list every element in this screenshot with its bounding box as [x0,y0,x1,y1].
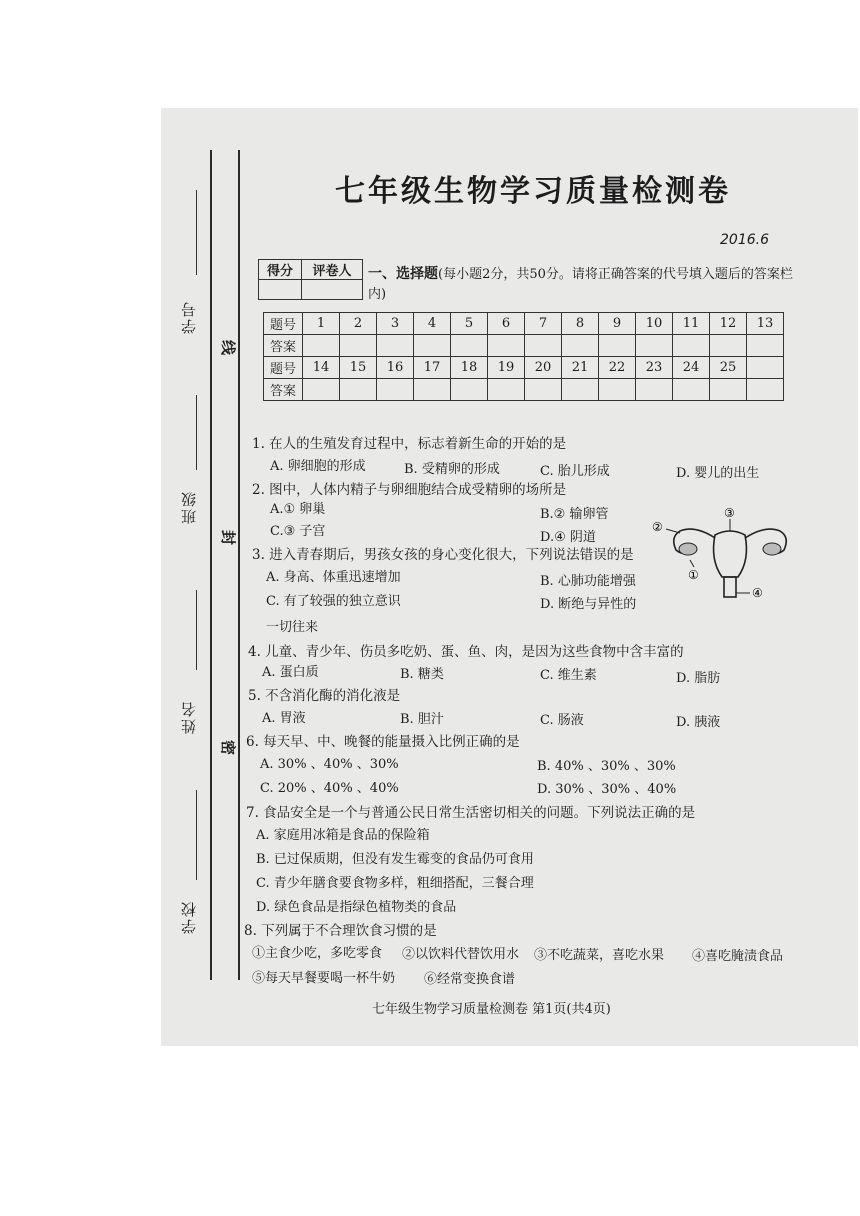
section-instruction: (每小题2分，共50分。请将正确答案的代号填入题后的答案栏内) [368,267,793,302]
exam-date: 2016.6 [720,232,769,248]
question-number-cell: 10 [636,313,673,335]
q3-option-cont: 一切往来 [266,620,319,635]
score-cell [259,280,302,300]
row-label-ans: 答案 [264,379,303,401]
row-label-ans: 答案 [264,335,303,357]
vagina [724,577,736,597]
margin-line-outer [210,150,212,980]
q7-option: B. 已过保质期，但没有发生霉变的食品仍可食用 [256,852,534,867]
class-label: 班级 [180,490,198,524]
answer-cell [562,335,599,357]
q7-stem: 7. 食品安全是一个与普通公民日常生活密切相关的问题。下列说法正确的是 [246,805,696,821]
q5-option: C. 肠液 [540,713,584,728]
answer-cell [377,379,414,401]
q1-option: B. 受精卵的形成 [404,462,500,477]
answer-cell [599,379,636,401]
row-label-num: 题号 [264,313,303,335]
student-id-blank [196,190,197,275]
score-label: 得分 [259,260,302,280]
q4-option: C. 维生素 [540,668,597,683]
question-number-cell: 4 [414,313,451,335]
section-heading [368,264,808,305]
answer-cell [303,379,340,401]
q8-option: ④喜吃腌渍食品 [692,949,784,964]
q3-option: D. 断绝与异性的 [540,597,637,612]
q8-stem: 8. 下列属于不合理饮食习惯的是 [244,923,437,939]
q2-stem: 2. 图中，人体内精子与卵细胞结合成受精卵的场所是 [252,482,567,498]
q6-option: B. 40% 、30% 、30% [537,759,676,774]
exam-title: 七年级生物学习质量检测卷 [335,174,731,209]
name-blank [196,590,197,670]
question-number-cell: 16 [377,357,414,379]
page-footer: 七年级生物学习质量检测卷 第1页(共4页) [372,1002,611,1017]
q3-option: B. 心肺功能增强 [540,574,636,589]
q7-option: A. 家庭用冰箱是食品的保险箱 [256,828,430,843]
question-number-cell: 11 [673,313,710,335]
answer-cell [488,335,525,357]
answer-cell [414,335,451,357]
answer-cell [488,379,525,401]
pointer-1 [690,560,694,567]
school-blank [196,790,197,880]
question-number-cell: 6 [488,313,525,335]
q6-option: C. 20% 、40% 、40% [260,781,399,796]
question-number-cell: 23 [636,357,673,379]
question-number-cell: 2 [340,313,377,335]
student-id-label: 学号 [180,300,198,334]
q4-option: D. 脂肪 [676,671,721,686]
question-number-cell: 17 [414,357,451,379]
answer-cell [599,335,636,357]
question-number-cell: 8 [562,313,599,335]
grader-label: 评卷人 [302,260,363,280]
q8-option: ①主食少吃，多吃零食 [252,946,383,961]
answer-cell [525,379,562,401]
question-number-cell: 3 [377,313,414,335]
q5-option: A. 胃液 [262,711,306,726]
seal-seal-mark: 封 [221,528,236,546]
answer-cell [673,335,710,357]
answer-cell [562,379,599,401]
q7-option: D. 绿色食品是指绿色植物类的食品 [256,900,457,915]
answer-cell [340,335,377,357]
question-number-cell: 24 [673,357,710,379]
answer-cell [673,379,710,401]
question-number-cell: 1 [303,313,340,335]
q1-stem: 1. 在人的生殖发育过程中，标志着新生命的开始的是 [252,436,567,452]
answer-cell [451,335,488,357]
question-number-cell: 25 [710,357,747,379]
question-number-cell: 19 [488,357,525,379]
section-title: 一、选择题 [368,266,438,282]
question-number-cell [747,357,784,379]
q4-stem: 4. 儿童、青少年、伤员多吃奶、蛋、鱼、肉，是因为这些食物中含丰富的 [248,644,684,660]
answer-cell [710,379,747,401]
q6-option: D. 30% 、30% 、40% [537,782,677,797]
q3-option: A. 身高、体重迅速增加 [266,570,401,585]
score-box [258,259,363,300]
answer-cell [451,379,488,401]
answer-cell [414,379,451,401]
q2-option: D.④ 阴道 [540,530,596,545]
school-label: 学校 [180,900,198,934]
question-number-cell: 7 [525,313,562,335]
answer-cell [340,379,377,401]
question-number-cell: 21 [562,357,599,379]
seal-secret-mark: 密 [221,738,236,756]
q8-option: ③不吃蔬菜，喜吃水果 [534,948,665,963]
q5-option: B. 胆汁 [400,712,444,727]
answer-cell [747,335,784,357]
question-number-cell: 22 [599,357,636,379]
answer-cell [525,335,562,357]
q8-option: ⑥经常变换食谱 [424,972,516,987]
q6-option: A. 30% 、40% 、30% [260,757,399,772]
question-number-cell: 9 [599,313,636,335]
q2-option: A.① 卵巢 [270,502,326,517]
seal-line-mark: 线 [221,338,236,356]
class-blank [196,395,197,470]
question-number-cell: 12 [710,313,747,335]
answer-cell [377,335,414,357]
question-number-cell: 15 [340,357,377,379]
q7-option: C. 青少年膳食要食物多样，粗细搭配，三餐合理 [256,876,534,891]
name-label: 姓名 [180,700,198,734]
q3-stem: 3. 进入青春期后，男孩女孩的身心变化很大，下列说法错误的是 [252,547,634,563]
q5-stem: 5. 不含消化酶的消化液是 [248,688,401,704]
q8-option: ⑤每天早餐要喝一杯牛奶 [252,971,396,986]
answer-cell [636,379,673,401]
question-number-cell: 13 [747,313,784,335]
reproductive-system-figure [650,505,810,605]
q1-option: C. 胎儿形成 [540,464,610,479]
answer-cell [303,335,340,357]
q8-option: ②以饮料代替饮用水 [402,947,520,962]
pointer-2 [666,529,680,533]
uterus-outline [714,531,747,577]
q2-option: B.② 输卵管 [540,507,609,522]
answer-cell [710,335,747,357]
question-number-cell: 5 [451,313,488,335]
q3-option: C. 有了较强的独立意识 [266,594,401,609]
fig-label-4: ④ [752,586,763,600]
row-label-num: 题号 [264,357,303,379]
q6-stem: 6. 每天早、中、晚餐的能量摄入比例正确的是 [246,734,520,750]
q4-option: B. 糖类 [400,667,444,682]
q1-option: A. 卵细胞的形成 [270,459,366,474]
question-number-cell: 18 [451,357,488,379]
answer-cell [636,335,673,357]
q5-option: D. 胰液 [676,715,721,730]
ovary-right [763,543,781,555]
answer-table [263,312,784,401]
fig-label-1: ① [688,568,699,582]
q4-option: A. 蛋白质 [262,665,319,680]
margin-line-inner [238,150,240,980]
ovary-left [679,543,697,555]
q1-option: D. 婴儿的出生 [676,466,760,481]
question-number-cell: 20 [525,357,562,379]
grader-cell [302,280,363,300]
answer-cell [747,379,784,401]
fig-label-2: ② [652,520,663,534]
q2-option: C.③ 子宫 [270,524,326,539]
question-number-cell: 14 [303,357,340,379]
fig-label-3: ③ [724,506,735,520]
